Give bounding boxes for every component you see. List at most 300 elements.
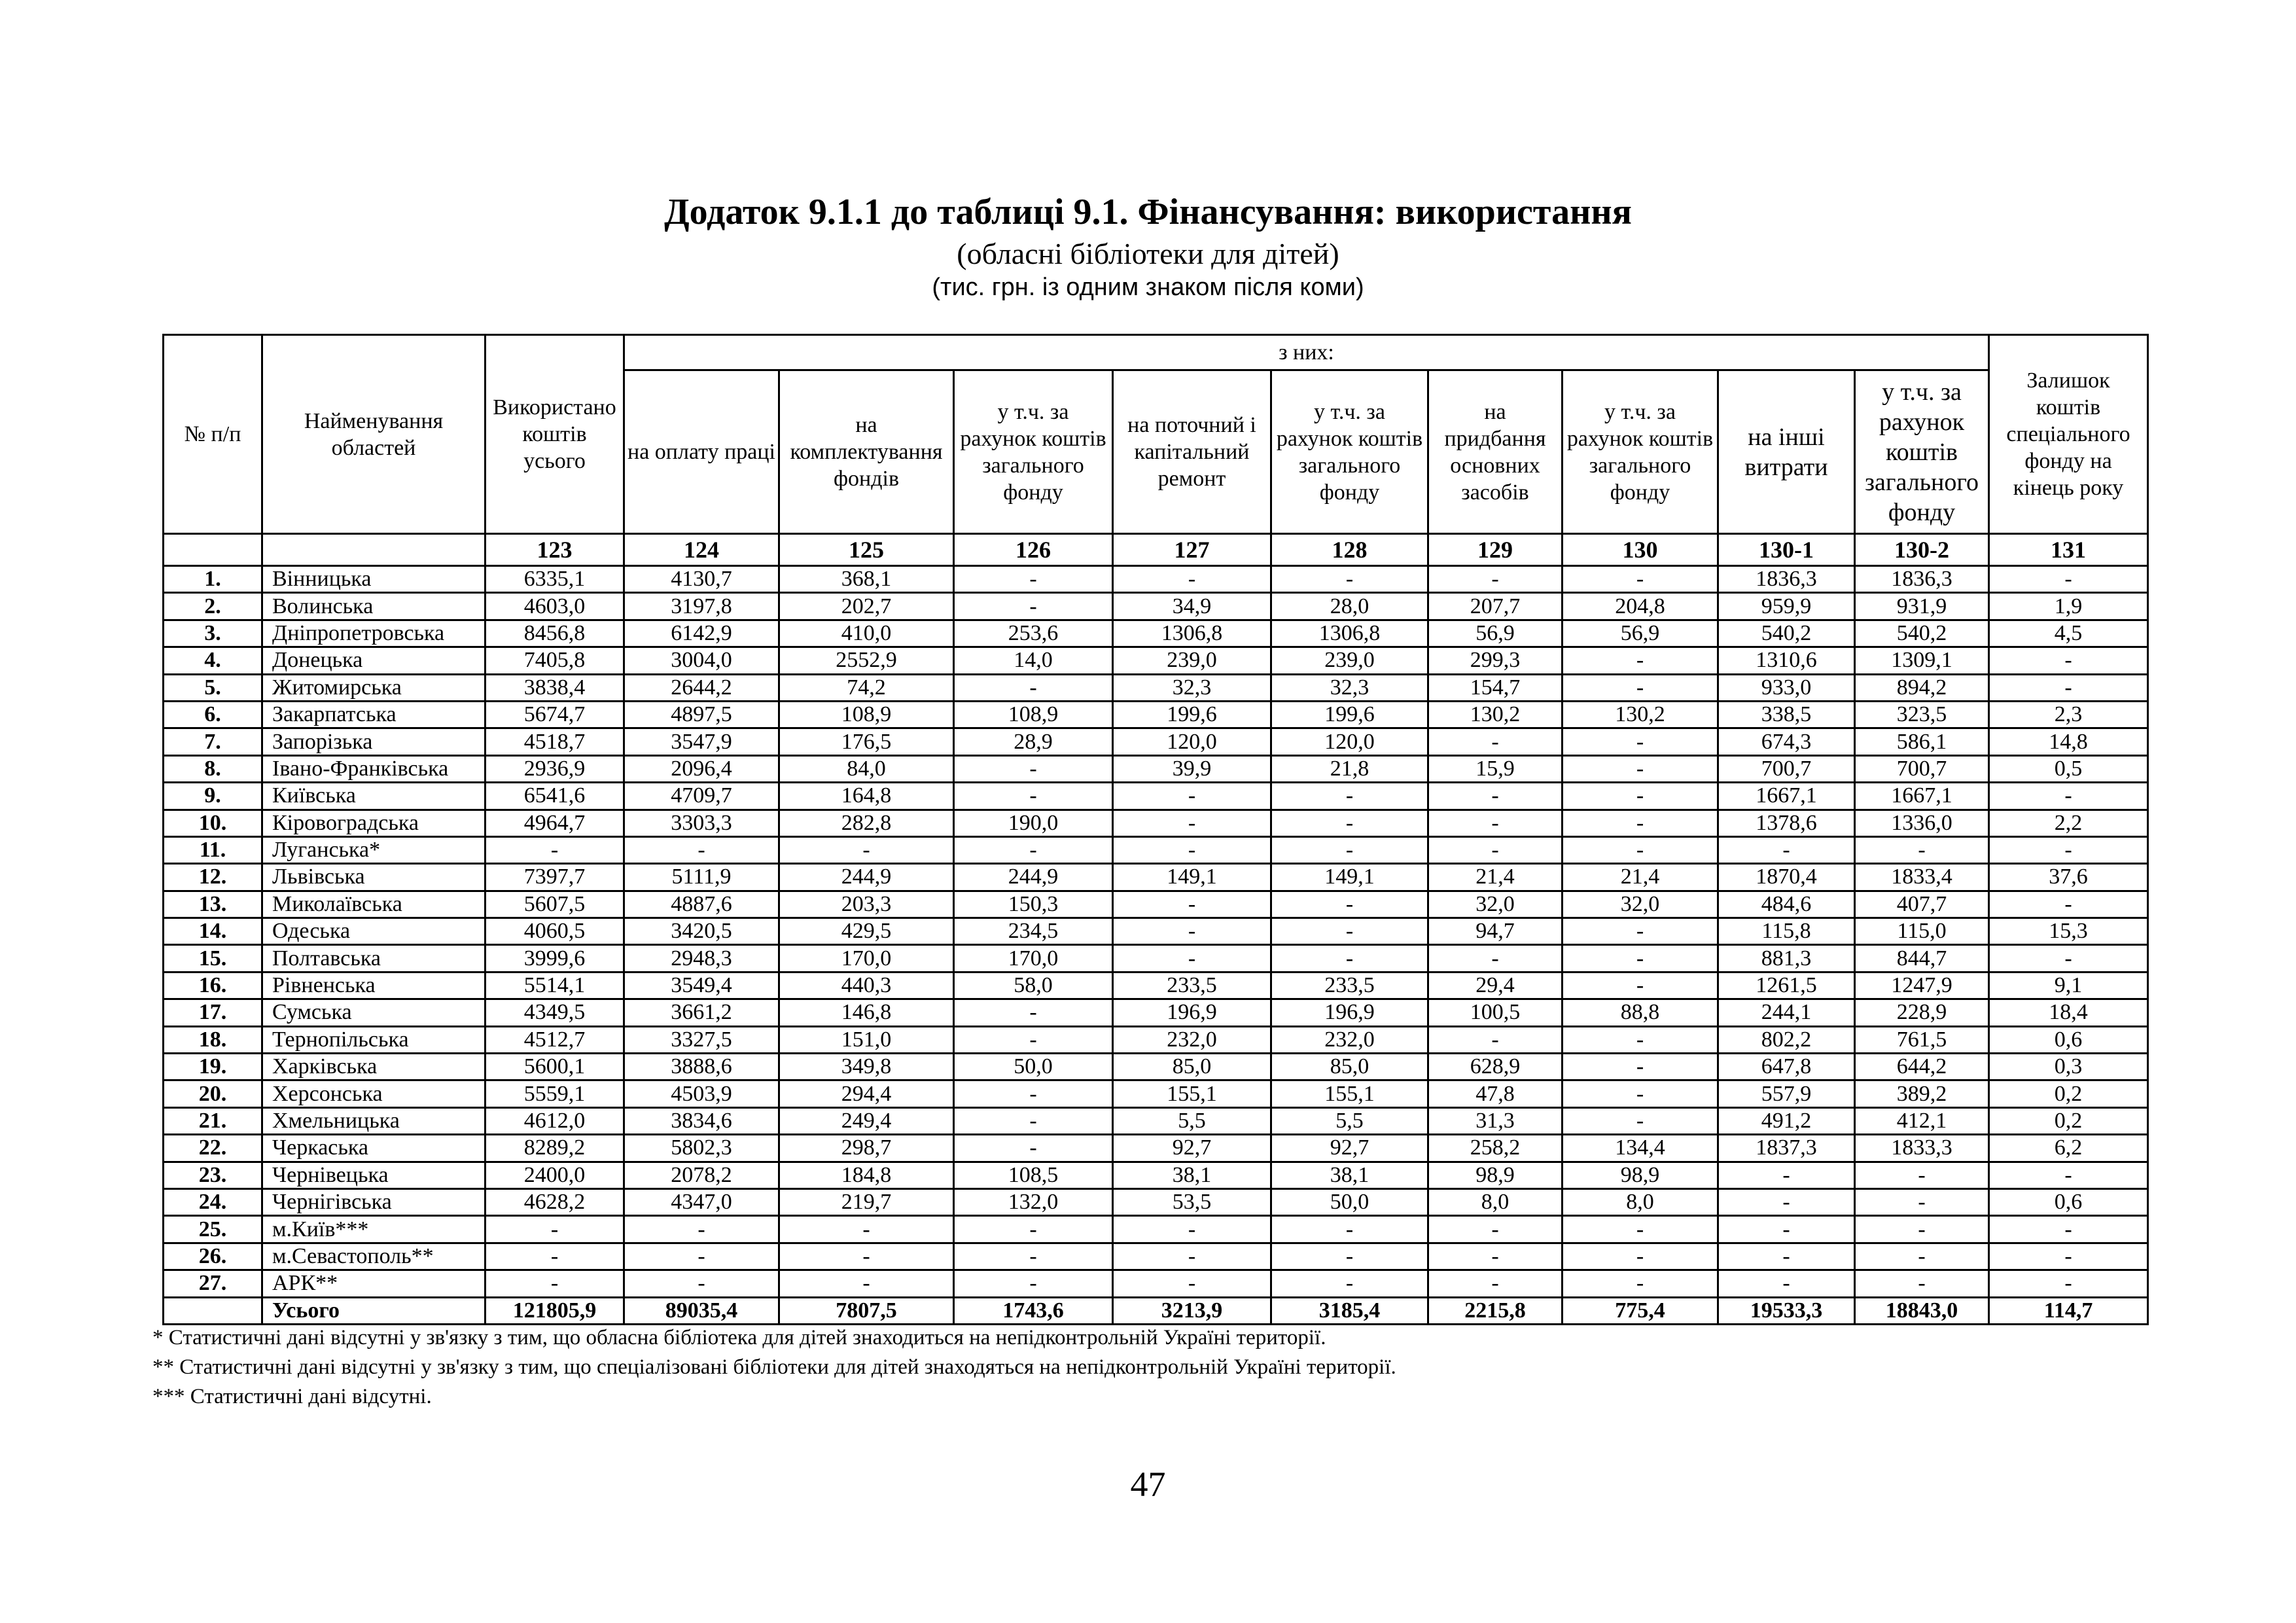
value-cell: - xyxy=(1563,1080,1718,1107)
value-cell: 98,9 xyxy=(1563,1162,1718,1188)
value-cell: 15,3 xyxy=(1989,918,2148,945)
value-cell: - xyxy=(1271,836,1428,863)
value-cell: 32,0 xyxy=(1428,891,1563,918)
value-cell: - xyxy=(1989,1216,2148,1243)
value-cell: 8456,8 xyxy=(486,620,624,647)
footnote: * Статистичні дані відсутні у зв'язку з тим, що обласна бібліотека для дітей знаходиться на непідконтрольній Україні території. xyxy=(152,1326,1326,1349)
value-cell: 3004,0 xyxy=(624,647,779,674)
value-cell: 47,8 xyxy=(1428,1080,1563,1107)
value-cell: - xyxy=(1271,1216,1428,1243)
value-cell: 37,6 xyxy=(1989,864,2148,891)
value-cell: 1336,0 xyxy=(1855,810,1989,836)
column-code: 123 xyxy=(486,534,624,566)
value-cell: - xyxy=(1563,1216,1718,1243)
value-cell: 249,4 xyxy=(779,1107,954,1134)
value-cell: 0,6 xyxy=(1989,1026,2148,1053)
region-name: Донецька xyxy=(262,647,486,674)
column-codes-row xyxy=(164,534,2148,566)
row-number: 11. xyxy=(164,836,262,863)
value-cell: 56,9 xyxy=(1428,620,1563,647)
page-number: 47 xyxy=(1130,1465,1166,1504)
table-row xyxy=(164,918,2148,945)
value-cell: 134,4 xyxy=(1563,1135,1718,1162)
value-cell: 244,1 xyxy=(1718,999,1855,1026)
value-cell: 84,0 xyxy=(779,755,954,782)
value-cell: 98,9 xyxy=(1428,1162,1563,1188)
row-number: 20. xyxy=(164,1080,262,1107)
value-cell: 933,0 xyxy=(1718,674,1855,701)
value-cell: 32,0 xyxy=(1563,891,1718,918)
value-cell: 1837,3 xyxy=(1718,1135,1855,1162)
column-code: 130-2 xyxy=(1855,534,1989,566)
value-cell: 202,7 xyxy=(779,593,954,620)
value-cell: 150,3 xyxy=(954,891,1113,918)
table-row xyxy=(164,864,2148,891)
value-cell: 21,8 xyxy=(1271,755,1428,782)
value-cell: - xyxy=(954,755,1113,782)
row-number: 10. xyxy=(164,810,262,836)
value-cell: - xyxy=(1428,783,1563,810)
value-cell: 0,2 xyxy=(1989,1107,2148,1134)
value-cell: - xyxy=(1563,945,1718,972)
value-cell: 338,5 xyxy=(1718,701,1855,728)
value-cell: - xyxy=(1271,1270,1428,1297)
value-cell: 6,2 xyxy=(1989,1135,2148,1162)
region-name: Кіровоградська xyxy=(262,810,486,836)
table-row xyxy=(164,701,2148,728)
value-cell: - xyxy=(486,836,624,863)
value-cell: - xyxy=(1989,674,2148,701)
value-cell: 8,0 xyxy=(1428,1188,1563,1215)
value-cell: 4709,7 xyxy=(624,783,779,810)
value-cell: - xyxy=(1855,836,1989,863)
value-cell: - xyxy=(1855,1243,1989,1270)
region-name: Чернігівська xyxy=(262,1188,486,1215)
value-cell: - xyxy=(1563,836,1718,863)
value-cell: 6541,6 xyxy=(486,783,624,810)
value-cell: - xyxy=(1563,918,1718,945)
row-number: 7. xyxy=(164,728,262,755)
table-row xyxy=(164,674,2148,701)
region-name: Житомирська xyxy=(262,674,486,701)
value-cell: - xyxy=(1989,1243,2148,1270)
table-row xyxy=(164,1026,2148,1053)
value-cell: - xyxy=(1428,836,1563,863)
header-num: № п/п xyxy=(164,335,262,534)
region-name: м.Київ*** xyxy=(262,1216,486,1243)
value-cell: 18,4 xyxy=(1989,999,2148,1026)
row-number: 16. xyxy=(164,972,262,999)
value-cell: 4628,2 xyxy=(486,1188,624,1215)
row-number: 22. xyxy=(164,1135,262,1162)
column-code: 124 xyxy=(624,534,779,566)
value-cell: 1247,9 xyxy=(1855,972,1989,999)
value-cell: - xyxy=(1428,566,1563,593)
table-row xyxy=(164,999,2148,1026)
value-cell: 2096,4 xyxy=(624,755,779,782)
value-cell: - xyxy=(1718,1216,1855,1243)
column-code: 125 xyxy=(779,534,954,566)
value-cell: - xyxy=(1563,1243,1718,1270)
column-code: 127 xyxy=(1113,534,1271,566)
value-cell: 1306,8 xyxy=(1271,620,1428,647)
value-cell: 239,0 xyxy=(1113,647,1271,674)
value-cell: - xyxy=(1989,836,2148,863)
value-cell: 32,3 xyxy=(1271,674,1428,701)
header-fixed-assets: на придбання основних засобів xyxy=(1428,370,1563,534)
value-cell: - xyxy=(1563,783,1718,810)
table-row xyxy=(164,810,2148,836)
value-cell: 29,4 xyxy=(1428,972,1563,999)
header-name: Найменування областей xyxy=(262,335,486,534)
value-cell: 38,1 xyxy=(1113,1162,1271,1188)
value-cell: 931,9 xyxy=(1855,593,1989,620)
value-cell: 1833,3 xyxy=(1855,1135,1989,1162)
value-cell: 2400,0 xyxy=(486,1162,624,1188)
region-name: Сумська xyxy=(262,999,486,1026)
unit-note: (тис. грн. із одним знаком після коми) xyxy=(932,274,1364,301)
value-cell: - xyxy=(1113,566,1271,593)
row-number: 13. xyxy=(164,891,262,918)
value-cell: 4603,0 xyxy=(486,593,624,620)
row-number: 26. xyxy=(164,1243,262,1270)
region-name: Вінницька xyxy=(262,566,486,593)
value-cell: 700,7 xyxy=(1855,755,1989,782)
value-cell: 2948,3 xyxy=(624,945,779,972)
region-name: АРК** xyxy=(262,1270,486,1297)
table-row xyxy=(164,593,2148,620)
value-cell: 2,3 xyxy=(1989,701,2148,728)
value-cell: 151,0 xyxy=(779,1026,954,1053)
value-cell: - xyxy=(1563,1107,1718,1134)
value-cell: - xyxy=(1428,1216,1563,1243)
value-cell: 6335,1 xyxy=(486,566,624,593)
value-cell: - xyxy=(954,999,1113,1026)
value-cell: 1836,3 xyxy=(1855,566,1989,593)
value-cell: 959,9 xyxy=(1718,593,1855,620)
header-acquisition-general: у т.ч. за рахунок коштів загального фонду xyxy=(954,370,1113,534)
total-value-cell: 3185,4 xyxy=(1271,1297,1428,1324)
value-cell: 120,0 xyxy=(1271,728,1428,755)
value-cell: - xyxy=(1113,891,1271,918)
header-used-total: Використано коштів усього xyxy=(486,335,624,534)
value-cell: 1667,1 xyxy=(1718,783,1855,810)
value-cell: 1378,6 xyxy=(1718,810,1855,836)
table-row xyxy=(164,1135,2148,1162)
value-cell: - xyxy=(1989,566,2148,593)
value-cell: 1,9 xyxy=(1989,593,2148,620)
value-cell: 0,6 xyxy=(1989,1188,2148,1215)
table-row xyxy=(164,566,2148,593)
table-body xyxy=(164,566,2148,1325)
value-cell: 894,2 xyxy=(1855,674,1989,701)
value-cell: 410,0 xyxy=(779,620,954,647)
value-cell: - xyxy=(954,566,1113,593)
value-cell: 3197,8 xyxy=(624,593,779,620)
value-cell: - xyxy=(1563,1270,1718,1297)
value-cell: 0,2 xyxy=(1989,1080,2148,1107)
table-row xyxy=(164,1054,2148,1080)
value-cell: 628,9 xyxy=(1428,1054,1563,1080)
header-of-them: з них: xyxy=(624,335,1989,370)
value-cell: 204,8 xyxy=(1563,593,1718,620)
value-cell: - xyxy=(1428,1243,1563,1270)
value-cell: 2078,2 xyxy=(624,1162,779,1188)
table-row xyxy=(164,1162,2148,1188)
value-cell: 5,5 xyxy=(1271,1107,1428,1134)
value-cell: 0,3 xyxy=(1989,1054,2148,1080)
value-cell: 5600,1 xyxy=(486,1054,624,1080)
value-cell: 586,1 xyxy=(1855,728,1989,755)
total-value-cell: 2215,8 xyxy=(1428,1297,1563,1324)
table-row xyxy=(164,1270,2148,1297)
value-cell: 31,3 xyxy=(1428,1107,1563,1134)
value-cell: - xyxy=(624,1216,779,1243)
value-cell: 412,1 xyxy=(1855,1107,1989,1134)
value-cell: - xyxy=(1113,1216,1271,1243)
row-number: 1. xyxy=(164,566,262,593)
value-cell: 100,5 xyxy=(1428,999,1563,1026)
value-cell: 232,0 xyxy=(1271,1026,1428,1053)
value-cell: - xyxy=(954,1270,1113,1297)
value-cell: 149,1 xyxy=(1271,864,1428,891)
total-value-cell: 3213,9 xyxy=(1113,1297,1271,1324)
value-cell: 368,1 xyxy=(779,566,954,593)
value-cell: 28,0 xyxy=(1271,593,1428,620)
value-cell: 244,9 xyxy=(954,864,1113,891)
table-row xyxy=(164,728,2148,755)
footnote: ** Статистичні дані відсутні у зв'язку з тим, що спеціалізовані бібліотеки для дітей знаходяться на непідконтрольній Україні території. xyxy=(152,1355,1396,1379)
value-cell: 294,4 xyxy=(779,1080,954,1107)
value-cell: 540,2 xyxy=(1855,620,1989,647)
value-cell: - xyxy=(1563,1026,1718,1053)
value-cell: - xyxy=(1271,1243,1428,1270)
row-number: 17. xyxy=(164,999,262,1026)
total-value-cell: 18843,0 xyxy=(1855,1297,1989,1324)
column-code: 131 xyxy=(1989,534,2148,566)
value-cell: 132,0 xyxy=(954,1188,1113,1215)
value-cell: - xyxy=(954,1080,1113,1107)
value-cell: - xyxy=(486,1243,624,1270)
value-cell: - xyxy=(1113,810,1271,836)
value-cell: 50,0 xyxy=(1271,1188,1428,1215)
value-cell: - xyxy=(1271,945,1428,972)
region-name: Рівненська xyxy=(262,972,486,999)
header-repair-general: у т.ч. за рахунок коштів загального фонду xyxy=(1271,370,1428,534)
value-cell: 85,0 xyxy=(1113,1054,1271,1080)
value-cell: 7405,8 xyxy=(486,647,624,674)
row-number: 19. xyxy=(164,1054,262,1080)
value-cell: - xyxy=(1428,1270,1563,1297)
value-cell: 38,1 xyxy=(1271,1162,1428,1188)
value-cell: - xyxy=(624,836,779,863)
header-balance: Залишок коштів спеціального фонду на кінець року xyxy=(1989,335,2148,534)
row-number: 25. xyxy=(164,1216,262,1243)
value-cell: - xyxy=(1718,1270,1855,1297)
value-cell: - xyxy=(1989,945,2148,972)
value-cell: - xyxy=(1989,647,2148,674)
value-cell: 196,9 xyxy=(1271,999,1428,1026)
value-cell: 219,7 xyxy=(779,1188,954,1215)
value-cell: - xyxy=(1989,891,2148,918)
value-cell: 8,0 xyxy=(1563,1188,1718,1215)
region-name: Тернопільська xyxy=(262,1026,486,1053)
value-cell: 115,0 xyxy=(1855,918,1989,945)
total-value-cell: 19533,3 xyxy=(1718,1297,1855,1324)
row-number: 14. xyxy=(164,918,262,945)
value-cell: 4887,6 xyxy=(624,891,779,918)
value-cell: 5514,1 xyxy=(486,972,624,999)
value-cell: - xyxy=(1271,566,1428,593)
value-cell: 155,1 xyxy=(1271,1080,1428,1107)
value-cell: - xyxy=(1563,972,1718,999)
value-cell: 3888,6 xyxy=(624,1054,779,1080)
value-cell: 802,2 xyxy=(1718,1026,1855,1053)
value-cell: - xyxy=(1113,1243,1271,1270)
value-cell: - xyxy=(1563,674,1718,701)
region-name: Харківська xyxy=(262,1054,486,1080)
value-cell: 3420,5 xyxy=(624,918,779,945)
value-cell: 484,6 xyxy=(1718,891,1855,918)
region-name: Дніпропетровська xyxy=(262,620,486,647)
region-name: Запорізька xyxy=(262,728,486,755)
value-cell: - xyxy=(779,1216,954,1243)
value-cell: 176,5 xyxy=(779,728,954,755)
value-cell: 5111,9 xyxy=(624,864,779,891)
total-value-cell: 1743,6 xyxy=(954,1297,1113,1324)
header-acquisition: на комплектування фондів xyxy=(779,370,954,534)
value-cell: - xyxy=(954,1243,1113,1270)
value-cell: 1309,1 xyxy=(1855,647,1989,674)
row-number: 3. xyxy=(164,620,262,647)
table-row xyxy=(164,1107,2148,1134)
total-value-cell: 89035,4 xyxy=(624,1297,779,1324)
value-cell: - xyxy=(954,836,1113,863)
value-cell: 844,7 xyxy=(1855,945,1989,972)
value-cell: 120,0 xyxy=(1113,728,1271,755)
value-cell: 56,9 xyxy=(1563,620,1718,647)
value-cell: 14,8 xyxy=(1989,728,2148,755)
value-cell: 2552,9 xyxy=(779,647,954,674)
value-cell: 85,0 xyxy=(1271,1054,1428,1080)
table-row xyxy=(164,620,2148,647)
region-name: Львівська xyxy=(262,864,486,891)
value-cell: 540,2 xyxy=(1718,620,1855,647)
table-row xyxy=(164,1080,2148,1107)
value-cell: 0,5 xyxy=(1989,755,2148,782)
value-cell: 15,9 xyxy=(1428,755,1563,782)
value-cell: 34,9 xyxy=(1113,593,1271,620)
value-cell: 349,8 xyxy=(779,1054,954,1080)
header-fixed-assets-general: у т.ч. за рахунок коштів загального фонду xyxy=(1563,370,1718,534)
row-number: 8. xyxy=(164,755,262,782)
value-cell: 3549,4 xyxy=(624,972,779,999)
value-cell: 881,3 xyxy=(1718,945,1855,972)
value-cell: 130,2 xyxy=(1428,701,1563,728)
value-cell: - xyxy=(1855,1188,1989,1215)
value-cell: 239,0 xyxy=(1271,647,1428,674)
value-cell: 170,0 xyxy=(954,945,1113,972)
value-cell: - xyxy=(1563,728,1718,755)
value-cell: 5607,5 xyxy=(486,891,624,918)
value-cell: - xyxy=(1989,783,2148,810)
value-cell: 4,5 xyxy=(1989,620,2148,647)
document-title: Додаток 9.1.1 до таблиці 9.1. Фінансування: використання xyxy=(664,192,1632,232)
value-cell: - xyxy=(1563,1054,1718,1080)
value-cell: 190,0 xyxy=(954,810,1113,836)
value-cell: 429,5 xyxy=(779,918,954,945)
value-cell: 58,0 xyxy=(954,972,1113,999)
value-cell: 196,9 xyxy=(1113,999,1271,1026)
value-cell: - xyxy=(1271,783,1428,810)
value-cell: - xyxy=(1718,836,1855,863)
value-cell: 389,2 xyxy=(1855,1080,1989,1107)
value-cell: 4612,0 xyxy=(486,1107,624,1134)
value-cell: 39,9 xyxy=(1113,755,1271,782)
value-cell: 1310,6 xyxy=(1718,647,1855,674)
value-cell: 9,1 xyxy=(1989,972,2148,999)
value-cell: - xyxy=(954,1216,1113,1243)
value-cell: 184,8 xyxy=(779,1162,954,1188)
value-cell: - xyxy=(1563,566,1718,593)
value-cell: 4512,7 xyxy=(486,1026,624,1053)
value-cell: - xyxy=(954,674,1113,701)
value-cell: 4060,5 xyxy=(486,918,624,945)
value-cell: 1836,3 xyxy=(1718,566,1855,593)
table-row xyxy=(164,1188,2148,1215)
value-cell: 700,7 xyxy=(1718,755,1855,782)
row-number: 18. xyxy=(164,1026,262,1053)
financing-table xyxy=(162,334,2149,1325)
value-cell: 1833,4 xyxy=(1855,864,1989,891)
value-cell: 207,7 xyxy=(1428,593,1563,620)
value-cell: 232,0 xyxy=(1113,1026,1271,1053)
column-code: 126 xyxy=(954,534,1113,566)
value-cell: 282,8 xyxy=(779,810,954,836)
value-cell: 21,4 xyxy=(1563,864,1718,891)
value-cell: 92,7 xyxy=(1113,1135,1271,1162)
header-other: на інші витрати xyxy=(1718,370,1855,534)
table-row xyxy=(164,755,2148,782)
value-cell: 440,3 xyxy=(779,972,954,999)
value-cell: - xyxy=(1718,1188,1855,1215)
total-value-cell: 775,4 xyxy=(1563,1297,1718,1324)
value-cell: - xyxy=(1563,647,1718,674)
value-cell: 407,7 xyxy=(1855,891,1989,918)
header-other-general: у т.ч. за рахунок коштів загального фонду xyxy=(1855,370,1989,534)
value-cell: - xyxy=(1563,810,1718,836)
value-cell: - xyxy=(1428,728,1563,755)
region-name: Хмельницька xyxy=(262,1107,486,1134)
value-cell: 4518,7 xyxy=(486,728,624,755)
value-cell: 155,1 xyxy=(1113,1080,1271,1107)
value-cell: - xyxy=(624,1270,779,1297)
value-cell: - xyxy=(1271,810,1428,836)
value-cell: 253,6 xyxy=(954,620,1113,647)
region-name: Закарпатська xyxy=(262,701,486,728)
footnotes xyxy=(152,1323,2181,1412)
value-cell: 3661,2 xyxy=(624,999,779,1026)
value-cell: 491,2 xyxy=(1718,1107,1855,1134)
value-cell: - xyxy=(486,1270,624,1297)
value-cell: 115,8 xyxy=(1718,918,1855,945)
value-cell: 1667,1 xyxy=(1855,783,1989,810)
value-cell: 234,5 xyxy=(954,918,1113,945)
value-cell: - xyxy=(1428,945,1563,972)
value-cell: - xyxy=(1563,755,1718,782)
value-cell: 3838,4 xyxy=(486,674,624,701)
value-cell: 5559,1 xyxy=(486,1080,624,1107)
